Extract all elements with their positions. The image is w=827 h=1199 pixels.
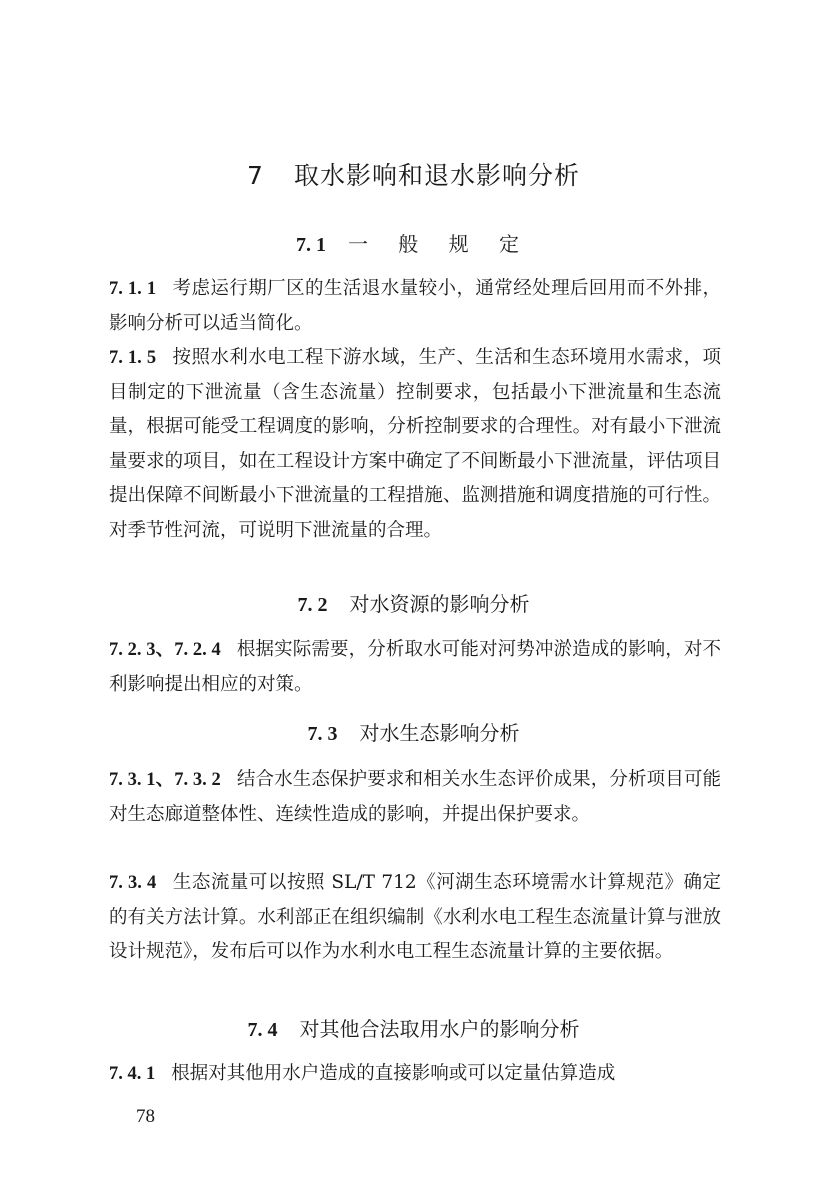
clause-label: 7. 3. 4 xyxy=(109,873,157,893)
section-heading-7-1 xyxy=(0,228,827,257)
clause-label: 7. 1. 1 xyxy=(109,279,157,299)
clause-text: 根据对其他用水户造成的直接影响或可以定量估算造成 xyxy=(171,1063,616,1084)
chapter-number: 7 xyxy=(247,161,264,190)
section-number: 7. 2 xyxy=(297,594,328,616)
clause-7-1-5 xyxy=(109,341,721,548)
clause-7-2-3-7-2-4 xyxy=(109,633,721,702)
clause-label: 7. 4. 1 xyxy=(109,1064,156,1084)
section-title: 对水生态影响分析 xyxy=(359,721,520,745)
clause-label: 7. 3. 1、7. 3. 2 xyxy=(109,770,221,790)
section-heading-7-3 xyxy=(0,717,827,746)
section-number: 7. 1 xyxy=(295,234,326,256)
clause-text: 生态流量可以按照 SL/T 712《河湖生态环境需水计算规范》确定的有关方法计算。水利部正在组织编制《水利水电工程生态流量计算与泄放设计规范》，发布后可以作为水利水电工程生态流量计算的主要依据。 xyxy=(109,872,721,962)
clause-7-3-4 xyxy=(109,866,721,970)
section-heading-7-4 xyxy=(0,1013,827,1042)
clause-7-4-1 xyxy=(109,1057,721,1092)
clause-label: 7. 1. 5 xyxy=(109,348,157,368)
page-number: 78 xyxy=(136,1106,155,1127)
section-heading-7-2 xyxy=(0,588,827,617)
section-title: 一 般 规 定 xyxy=(347,232,532,256)
clause-text: 结合水生态保护要求和相关水生态评价成果，分析项目可能对生态廊道整体性、连续性造成的影响，并提出保护要求。 xyxy=(109,769,721,825)
clause-text: 按照水利水电工程下游水域，生产、生活和生态环境用水需求，项目制定的下泄流量（含生态流量）控制要求，包括最小下泄流量和生态流量，根据可能受工程调度的影响，分析控制要求的合理性。对有最小下泄流量要求的项目，如在工程设计方案中确定了不间断最小下泄流量，评估项目提出保障不间断最小下泄流量的工程措施、监测措施和调度措施的可行性。对季节性河流，可说明下泄流量的合理。 xyxy=(109,347,721,541)
clause-label: 7. 2. 3、7. 2. 4 xyxy=(109,640,221,660)
clause-text: 根据实际需要，分析取水可能对河势冲淤造成的影响，对不利影响提出相应的对策。 xyxy=(109,639,721,695)
clause-7-3-1-7-3-2 xyxy=(109,763,721,832)
section-number: 7. 3 xyxy=(307,723,338,745)
section-title: 对其他合法取用水户的影响分析 xyxy=(299,1017,580,1041)
clause-text: 考虑运行期厂区的生活退水量较小，通常经处理后回用而不外排，影响分析可以适当简化。 xyxy=(109,278,721,334)
clause-7-1-1 xyxy=(109,272,721,341)
chapter-title xyxy=(0,156,827,192)
section-title: 对水资源的影响分析 xyxy=(349,592,530,616)
chapter-title-text: 取水影响和退水影响分析 xyxy=(293,161,580,190)
section-number: 7. 4 xyxy=(247,1019,278,1041)
